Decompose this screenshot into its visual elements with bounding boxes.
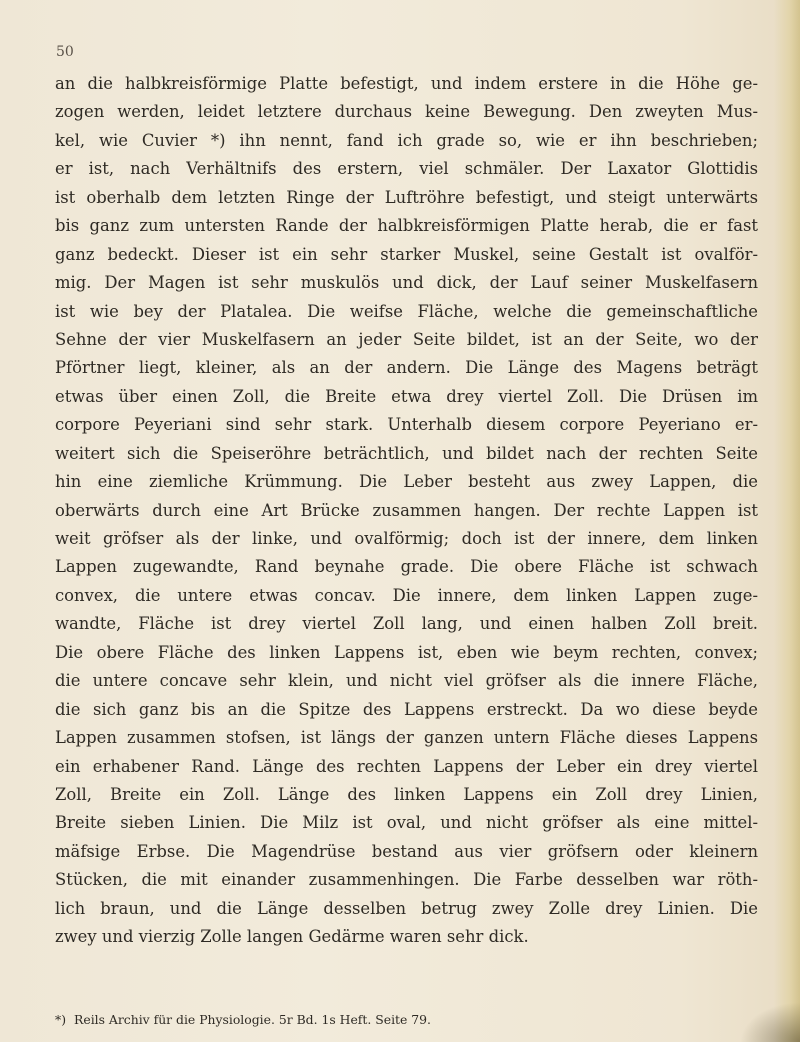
text-line: lich braun, und die Länge desselben betrug zwey Zolle drey Linien. Die [55, 898, 758, 918]
page-edge-shading [774, 0, 800, 1042]
text-line: etwas über einen Zoll, die Breite etwa drey viertel Zoll. Die Drüsen im [55, 386, 758, 406]
text-line: oberwärts durch eine Art Brücke zusammen hangen. Der rechte Lappen ist [55, 500, 758, 520]
text-line: ein erhabener Rand. Länge des rechten Lappens der Leber ein drey viertel [55, 756, 758, 776]
text-line: ist wie bey der Platalea. Die weifse Fläche, welche die gemeinschaftliche [55, 301, 758, 321]
text-line: kel, wie Cuvier *) ihn nennt, fand ich grade so, wie er ihn beschrieben; [55, 130, 758, 150]
text-line: weit gröfser als der linke, und ovalförmig; doch ist der innere, dem linken [55, 529, 758, 548]
text-line: Breite sieben Linien. Die Milz ist oval, und nicht gröfser als eine mittel- [55, 813, 758, 833]
text-line: Lappen zusammen stofsen, ist längs der ganzen untern Fläche dieses Lappens [55, 728, 758, 748]
text-line: ganz bedeckt. Dieser ist ein sehr starker Muskel, seine Gestalt ist ovalför- [55, 244, 758, 264]
footnote-mark: *) [55, 1012, 67, 1027]
footnote [55, 1012, 755, 1028]
text-line: Stücken, die mit einander zusammenhingen. Die Farbe desselben war röth- [55, 870, 758, 890]
body-text [55, 70, 758, 952]
footnote-text: Reils Archiv für die Physiologie. 5r Bd. 1s Heft. Seite 79. [74, 1012, 431, 1027]
text-line: weitert sich die Speiseröhre beträchtlich, und bildet nach der rechten Seite [55, 443, 758, 463]
text-line: zwey und vierzig Zolle langen Gedärme waren sehr dick. [55, 927, 529, 947]
text-line: mig. Der Magen ist sehr muskulös und dick, der Lauf seiner Muskelfasern [55, 273, 758, 293]
text-line: Sehne der vier Muskelfasern an jeder Seite bildet, ist an der Seite, wo der [55, 329, 758, 349]
text-line: er ist, nach Verhältnifs des erstern, viel schmäler. Der Laxator Glottidis [55, 159, 758, 179]
text-line: Pförtner liegt, kleiner, als an der andern. Die Länge des Magens beträgt [55, 358, 758, 378]
text-line: die sich ganz bis an die Spitze des Lappens erstreckt. Da wo diese beyde [55, 699, 758, 719]
text-line: convex, die untere etwas concav. Die innere, dem linken Lappen zuge- [55, 585, 758, 605]
text-line: Zoll, Breite ein Zoll. Länge des linken Lappens ein Zoll drey Linien, [55, 784, 758, 804]
text-line: die untere concave sehr klein, und nicht viel gröfser als die innere Fläche, [55, 671, 758, 691]
text-line: corpore Peyeriani sind sehr stark. Unterhalb diesem corpore Peyeriano er- [55, 415, 758, 435]
text-line: ist oberhalb dem letzten Ringe der Luftröhre befestigt, und steigt unterwärts [55, 187, 758, 207]
text-line: zogen werden, leidet letztere durchaus keine Bewegung. Den zweyten Mus- [55, 102, 758, 122]
text-line: hin eine ziemliche Krümmung. Die Leber besteht aus zwey Lappen, die [55, 472, 758, 492]
text-line: wandte, Fläche ist drey viertel Zoll lang, und einen halben Zoll breit. [55, 614, 758, 634]
text-line: bis ganz zum untersten Rande der halbkreisförmigen Platte herab, die er fast [55, 216, 758, 236]
page-number: 50 [56, 44, 74, 60]
text-line: an die halbkreisförmige Platte befestigt, und indem erstere in die Höhe ge- [55, 74, 758, 93]
text-line: Lappen zugewandte, Rand beynahe grade. Die obere Fläche ist schwach [55, 557, 758, 577]
text-line: Die obere Fläche des linken Lappens ist, eben wie beym rechten, convex; [55, 642, 758, 662]
text-line: mäfsige Erbse. Die Magendrüse bestand aus vier gröfsern oder kleinern [55, 841, 758, 861]
